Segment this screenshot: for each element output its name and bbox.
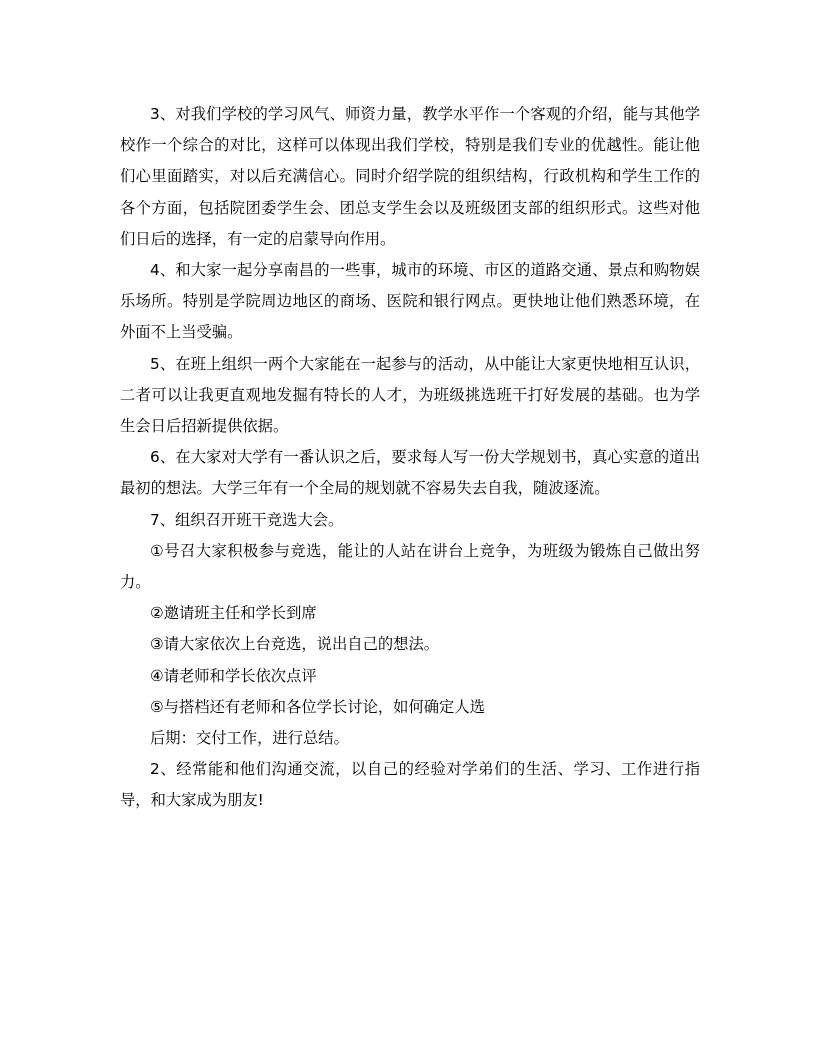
list-item-election-step-3: ③请大家依次上台竞选，说出自己的想法。 [150,635,440,654]
list-item-election-step-5: ⑤与搭档还有老师和各位学长讨论，如何确定人选 [150,697,485,716]
list-item-election-step-2: ②邀请班主任和学长到席 [150,604,317,623]
paragraph-class-activity: 5、在班上组织一两个大家能在一起参与的活动，从中能让大家更快地相互认识，二者可以让我更直观地发掘有特长的人才，为班级挑选班干打好发展的基础。也为学生会日后招新提供依据。 [120,354,700,436]
paragraph-university-plan: 6、在大家对大学有一番认识之后，要求每人写一份大学规划书，真心实意的道出最初的想法。大学三年有一个全局的规划就不容易失去自我，随波逐流。 [120,448,700,498]
list-item-election-step-4: ④请老师和学长依次点评 [150,666,317,685]
paragraph-election-meeting: 7、组织召开班干竞选大会。 [150,510,344,529]
document-body [120,99,700,817]
list-item-election-step-1: ①号召大家积极参与竞选，能让的人站在讲台上竞争，为班级为锻炼自己做出努力。 [120,541,700,592]
paragraph-communication: 2、经常能和他们沟通交流，以自己的经验对学弟们的生活、学习、工作进行指导，和大家成为朋友! [120,760,700,810]
paragraph-school-introduction: 3、对我们学校的学习风气、师资力量，教学水平作一个客观的介绍，能与其他学校作一个综合的对比，这样可以体现出我们学校，特别是我们专业的优越性。能让他们心里面踏实，对以后充满信心。同时介绍学院的组织结构，行政机构和学生工作的各个方面，包括院团委学生会、团总支学生会以及班级团支部的组织形式。这些对他们日后的选择，有一定的启蒙导向作用。 [120,105,700,248]
paragraph-city-sharing: 4、和大家一起分享南昌的一些事，城市的环境、市区的道路交通、景点和购物娱乐场所。特别是学院周边地区的商场、医院和银行网点。更快地让他们熟悉环境，在外面不上当受骗。 [120,261,700,342]
paragraph-later-stage: 后期：交付工作，进行总结。 [150,729,349,748]
